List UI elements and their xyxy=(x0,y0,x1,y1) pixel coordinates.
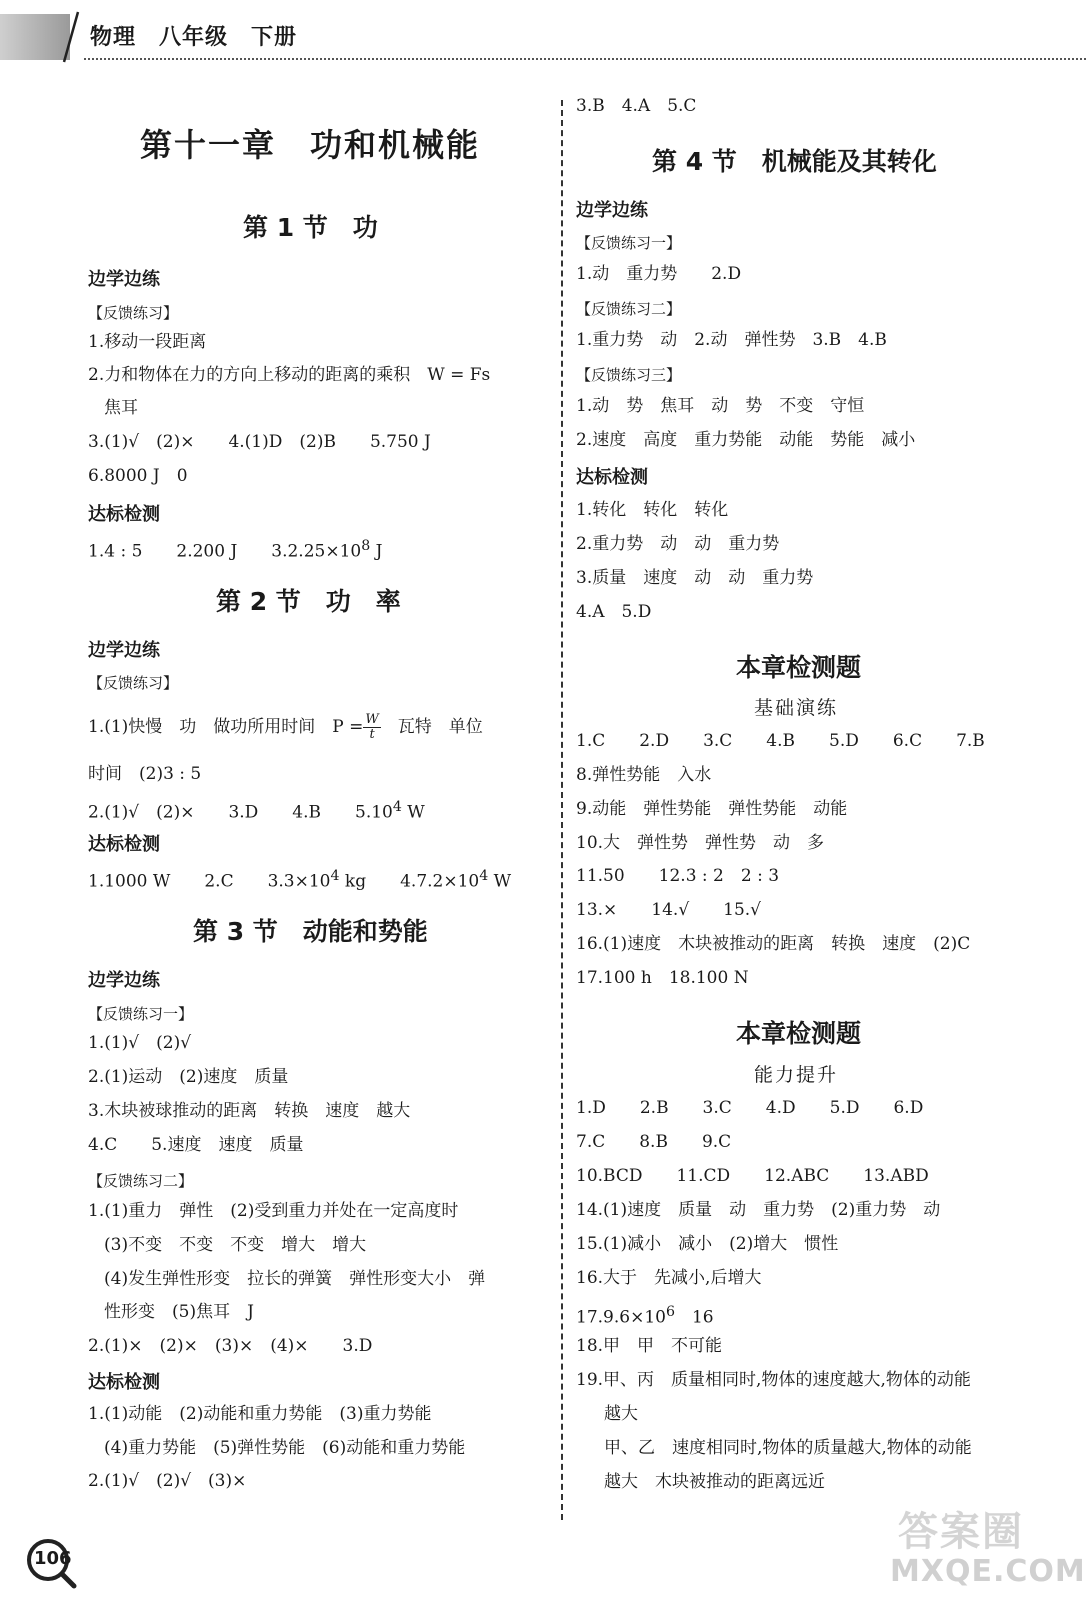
header-gray-bar xyxy=(0,14,70,60)
answer-line: 2.(1)运动 (2)速度 质量 xyxy=(88,1067,289,1087)
answer-line: 8.弹性势能 入水 xyxy=(576,765,712,785)
answer-line: 越大 xyxy=(604,1404,638,1424)
answer-line: 1.D 2.B 3.C 4.D 5.D 6.D xyxy=(576,1098,924,1118)
answer-line: 15.(1)减小 减小 (2)增大 惯性 xyxy=(576,1234,839,1254)
answer-line: 16.(1)速度 木块被推动的距离 转换 速度 (2)C xyxy=(576,934,971,954)
answer-line: 1.重力势 动 2.动 弹性势 3.B 4.B xyxy=(576,330,887,350)
section-4-test-heading: 达标检测 xyxy=(576,467,648,488)
section-3-title: 第 3 节 动能和势能 xyxy=(193,917,428,946)
section-1-title: 第 1 节 功 xyxy=(243,213,378,242)
answer-line: 时间 (2)3 : 5 xyxy=(88,764,202,784)
answer-line: 甲、乙 速度相同时,物体的质量越大,物体的动能 xyxy=(604,1438,972,1458)
header-slash-icon xyxy=(62,10,82,64)
column-divider xyxy=(561,100,563,1520)
chapter-test-1-subtitle: 基础演练 xyxy=(754,697,839,719)
page-header xyxy=(0,0,1086,64)
answer-line: (4)发生弹性形变 拉长的弹簧 弹性形变大小 弹 xyxy=(104,1269,486,1289)
answer-line: 1.转化 转化 转化 xyxy=(576,500,729,520)
answer-line: 1.(1)动能 (2)动能和重力势能 (3)重力势能 xyxy=(88,1404,432,1424)
answer-line: (3)不变 不变 不变 增大 增大 xyxy=(104,1235,367,1255)
answer-line: 10.BCD 11.CD 12.ABC 13.ABD xyxy=(576,1166,929,1186)
answer-line: $17.9.6\times 10^6$ 16 xyxy=(576,1304,714,1328)
answer-line: 4.C 5.速度 速度 质量 xyxy=(88,1135,304,1155)
section-1-test-heading: 达标检测 xyxy=(88,504,160,525)
answer-line: (4)重力势能 (5)弹性势能 (6)动能和重力势能 xyxy=(104,1438,466,1458)
feedback-label: 【反馈练习一】 xyxy=(576,234,682,252)
page-number: 106 xyxy=(34,1548,72,1569)
answer-line: 2.(1)√ (2)√ (3)× xyxy=(88,1471,247,1491)
answer-line: 1.1000 W 2.C $3.3\times 10^4$ kg $4.7.2\times 10^4$ W xyxy=(88,868,512,892)
answer-line: 18.甲 甲 不可能 xyxy=(576,1336,723,1356)
answer-line: 1.动 势 焦耳 动 势 不变 守恒 xyxy=(576,396,865,416)
answer-line: 焦耳 xyxy=(104,398,138,418)
page-number-badge xyxy=(22,1538,82,1590)
section-2-title: 第 2 节 功 率 xyxy=(216,587,401,616)
chapter-test-2-title: 本章检测题 xyxy=(736,1019,862,1048)
answer-line: 17.100 h 18.100 N xyxy=(576,968,749,988)
answer-line: 11.50 12.3 : 2 2 : 3 xyxy=(576,866,780,886)
header-dotted-rule xyxy=(84,58,1086,60)
answer-line: 3.木块被球推动的距离 转换 速度 越大 xyxy=(88,1101,411,1121)
section-3-practice-heading: 边学边练 xyxy=(88,970,160,991)
answer-line: 1.移动一段距离 xyxy=(88,332,207,352)
watermark xyxy=(890,1500,1086,1596)
answer-line: 3.(1)√ (2)× 4.(1)D (2)B 5.750 J xyxy=(88,432,431,452)
answer-line: 1.动 重力势 2.D xyxy=(576,264,742,284)
feedback-label: 【反馈练习一】 xyxy=(88,1005,194,1023)
feedback-label: 【反馈练习】 xyxy=(88,674,179,692)
answer-line: 1.(1)重力 弹性 (2)受到重力并处在一定高度时 xyxy=(88,1201,459,1221)
section-4-title: 第 4 节 机械能及其转化 xyxy=(652,147,937,176)
answer-line: 14.(1)速度 质量 动 重力势 (2)重力势 动 xyxy=(576,1200,941,1220)
answer-line: 9.动能 弹性势能 弹性势能 动能 xyxy=(576,799,848,819)
chapter-title: 第十一章 功和机械能 xyxy=(140,126,481,164)
chapter-test-1-title: 本章检测题 xyxy=(736,653,862,682)
answer-line: 2.力和物体在力的方向上移动的距离的乘积 W = Fs xyxy=(88,365,491,385)
answer-line: 性形变 (5)焦耳 J xyxy=(104,1302,254,1322)
feedback-label: 【反馈练习】 xyxy=(88,304,179,322)
answer-line: 1.(1)√ (2)√ xyxy=(88,1033,192,1053)
answer-line: 19.甲、丙 质量相同时,物体的速度越大,物体的动能 xyxy=(576,1370,971,1390)
answer-line: 3.质量 速度 动 动 重力势 xyxy=(576,568,814,588)
answer-line: 13.× 14.√ 15.√ xyxy=(576,900,762,920)
watermark-logo-text: 答案圈 xyxy=(898,1509,1024,1555)
answer-line: 1.C 2.D 3.C 4.B 5.D 6.C 7.B xyxy=(576,731,985,751)
answer-line: 2.(1)√ (2)× 3.D 4.B 5.10$^4$ W xyxy=(88,799,425,823)
power-formula-fraction: $\frac{W}{t}$ xyxy=(365,712,379,742)
watermark-url: MXQE.COM xyxy=(890,1554,1086,1589)
feedback-label: 【反馈练习三】 xyxy=(576,366,682,384)
section-2-test-heading: 达标检测 xyxy=(88,834,160,855)
answer-line: 6.8000 J 0 xyxy=(88,466,188,486)
answer-line: 2.(1)× (2)× (3)× (4)× 3.D xyxy=(88,1336,373,1356)
answer-line: 10.大 弹性势 弹性势 动 多 xyxy=(576,833,825,853)
answer-line: 2.速度 高度 重力势能 动能 势能 减小 xyxy=(576,430,916,450)
answer-line: 1.(1)快慢 功 做功所用时间 P = $\frac{W}{t}$ 瓦特 单位 xyxy=(88,712,483,742)
answer-line: 4.A 5.D xyxy=(576,602,652,622)
book-title: 物理 八年级 下册 xyxy=(90,25,298,50)
answer-line: 越大 木块被推动的距离远近 xyxy=(604,1472,825,1492)
answer-line: 7.C 8.B 9.C xyxy=(576,1132,732,1152)
feedback-label: 【反馈练习二】 xyxy=(88,1172,194,1190)
answer-line: 1.4 : 5 2.200 J $3.2.25\times 10^8$ J xyxy=(88,538,383,562)
answer-line: 3.B 4.A 5.C xyxy=(576,96,697,116)
feedback-label: 【反馈练习二】 xyxy=(576,300,682,318)
section-4-practice-heading: 边学边练 xyxy=(576,200,648,221)
section-1-practice-heading: 边学边练 xyxy=(88,269,160,290)
answer-line: 16.大于 先减小,后增大 xyxy=(576,1268,762,1288)
section-2-practice-heading: 边学边练 xyxy=(88,640,160,661)
chapter-test-2-subtitle: 能力提升 xyxy=(754,1064,839,1086)
section-3-test-heading: 达标检测 xyxy=(88,1372,160,1393)
answer-line: 2.重力势 动 动 重力势 xyxy=(576,534,780,554)
